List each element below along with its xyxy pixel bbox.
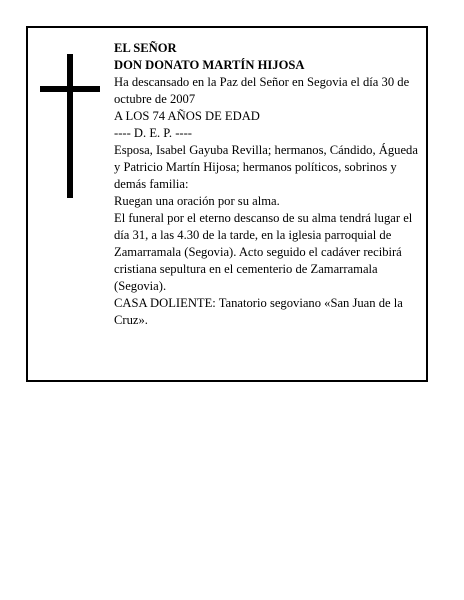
mourning-house: CASA DOLIENTE: Tanatorio segoviano «San Juan de la Cruz».	[114, 296, 403, 327]
death-announcement: Ha descansado en la Paz del Señor en Segovia el día 30 de octubre de 2007	[114, 75, 410, 106]
prayer-request: Ruegan una oración por su alma.	[114, 194, 280, 208]
obituary-notice	[26, 26, 428, 382]
family-paragraph: Esposa, Isabel Gayuba Revilla; hermanos, Cándido, Águeda y Patricio Martín Hijosa; hermanos políticos, sobrinos y demás familia:	[114, 143, 418, 191]
heading-title: EL SEÑOR	[114, 41, 177, 55]
funeral-paragraph: El funeral por el eterno descanso de su alma tendrá lugar el día 31, a las 4.30 de la tarde, en la iglesia parroquial de Zamarramala (Segovia). Acto seguido el cadáver recibirá cristiana sepultura en el cementerio de Zamarramala (Segovia).	[114, 211, 413, 293]
obituary-text	[114, 40, 420, 329]
cross-icon	[40, 54, 100, 198]
deceased-name: DON DONATO MARTÍN HIJOSA	[114, 58, 305, 72]
age-line: A LOS 74 AÑOS DE EDAD	[114, 109, 260, 123]
rip-line: ---- D. E. P. ----	[114, 126, 192, 140]
cross-vertical-bar	[67, 54, 73, 198]
cross-horizontal-bar	[40, 86, 100, 92]
